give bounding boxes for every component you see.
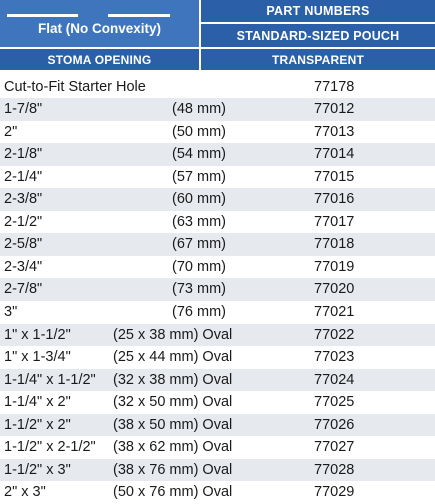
- part-number-cell: 77027: [314, 439, 355, 456]
- stoma-opening-label: STOMA OPENING: [47, 52, 152, 67]
- part-number-cell: 77015: [314, 168, 355, 185]
- stoma-size-cell: 2-1/4": [4, 168, 43, 185]
- table-row: [0, 76, 435, 99]
- part-number-cell: 77014: [314, 146, 355, 163]
- table-row: [0, 481, 435, 504]
- standard-sized-pouch-label: STANDARD-SIZED POUCH: [236, 28, 400, 43]
- header-decorative-bar-right: [108, 14, 170, 17]
- part-number-cell: 77018: [314, 236, 355, 253]
- metric-size-cell: (57 mm): [172, 168, 226, 185]
- part-number-cell: 77021: [314, 304, 355, 320]
- stoma-size-cell: 1-1/2" x 2-1/2": [4, 439, 96, 456]
- table-row: [0, 459, 435, 482]
- part-number-cell: 77017: [314, 213, 355, 230]
- table-row: [0, 324, 435, 347]
- table-row: [0, 346, 435, 369]
- transparent-header: [201, 49, 435, 70]
- table-row: [0, 188, 435, 211]
- part-number-cell: 77029: [314, 484, 355, 501]
- flat-no-convexity-label: Flat (No Convexity): [37, 21, 161, 36]
- metric-size-cell: (73 mm): [172, 281, 226, 298]
- header-decorative-bar-left: [7, 14, 78, 17]
- transparent-label: TRANSPARENT: [272, 52, 364, 67]
- metric-size-cell: (63 mm): [172, 213, 226, 230]
- stoma-size-cell: Cut-to-Fit Starter Hole: [4, 78, 146, 95]
- part-number-cell: 77178: [314, 78, 355, 95]
- table-row: [0, 166, 435, 189]
- table-row: [0, 233, 435, 256]
- stoma-size-cell: 3": [4, 304, 18, 320]
- table-row: [0, 391, 435, 414]
- part-number-cell: 77020: [314, 281, 355, 298]
- metric-size-cell: (38 x 62 mm) Oval: [113, 439, 233, 456]
- stoma-size-cell: 1" x 1-3/4": [4, 349, 71, 366]
- table-row: [0, 436, 435, 459]
- metric-size-cell: (50 mm): [172, 123, 226, 140]
- metric-size-cell: (50 x 76 mm) Oval: [113, 484, 233, 501]
- stoma-size-cell: 2-1/2": [4, 213, 43, 230]
- standard-sized-pouch-header: [201, 24, 435, 47]
- metric-size-cell: (70 mm): [172, 258, 226, 275]
- stoma-size-cell: 1" x 1-1/2": [4, 326, 71, 343]
- part-numbers-label: PART NUMBERS: [266, 4, 370, 18]
- metric-size-cell: (38 x 50 mm) Oval: [113, 416, 233, 433]
- stoma-size-cell: 1-1/2" x 3": [4, 461, 71, 478]
- metric-size-cell: (25 x 44 mm) Oval: [113, 349, 233, 366]
- stoma-opening-header: [0, 49, 199, 70]
- part-number-cell: 77012: [314, 101, 355, 118]
- table-row: [0, 256, 435, 279]
- stoma-size-cell: 1-1/4" x 1-1/2": [4, 371, 96, 388]
- metric-size-cell: (25 x 38 mm) Oval: [113, 326, 233, 343]
- stoma-size-cell: 2-1/8": [4, 146, 43, 163]
- table-row: [0, 98, 435, 121]
- metric-size-cell: (76 mm): [172, 304, 226, 320]
- stoma-size-cell: 2" x 3": [4, 484, 46, 501]
- table-row: [0, 143, 435, 166]
- part-number-cell: 77016: [314, 191, 355, 208]
- stoma-size-cell: 2-7/8": [4, 281, 43, 298]
- part-number-cell: 77023: [314, 349, 355, 366]
- table-row: [0, 211, 435, 234]
- table-row: [0, 278, 435, 301]
- part-number-cell: 77013: [314, 123, 355, 140]
- stoma-size-cell: 2": [4, 123, 18, 140]
- metric-size-cell: (32 x 50 mm) Oval: [113, 394, 233, 411]
- stoma-size-cell: 1-1/2" x 2": [4, 416, 71, 433]
- stoma-size-cell: 1-7/8": [4, 101, 43, 118]
- part-number-cell: 77022: [314, 326, 355, 343]
- metric-size-cell: (32 x 38 mm) Oval: [113, 371, 233, 388]
- metric-size-cell: (48 mm): [172, 101, 226, 118]
- part-number-cell: 77019: [314, 258, 355, 275]
- stoma-size-cell: 2-3/4": [4, 258, 43, 275]
- stoma-size-cell: 2-5/8": [4, 236, 43, 253]
- metric-size-cell: (60 mm): [172, 191, 226, 208]
- stoma-size-cell: 2-3/8": [4, 191, 43, 208]
- part-number-cell: 77026: [314, 416, 355, 433]
- part-numbers-header: [201, 0, 435, 22]
- stoma-size-cell: 1-1/4" x 2": [4, 394, 71, 411]
- metric-size-cell: (67 mm): [172, 236, 226, 253]
- part-number-cell: 77025: [314, 394, 355, 411]
- table-row: [0, 121, 435, 144]
- table-row: [0, 301, 435, 324]
- part-number-cell: 77028: [314, 461, 355, 478]
- table-row: [0, 414, 435, 437]
- metric-size-cell: (54 mm): [172, 146, 226, 163]
- metric-size-cell: (38 x 76 mm) Oval: [113, 461, 233, 478]
- part-number-cell: 77024: [314, 371, 355, 388]
- table-row: [0, 369, 435, 392]
- flat-no-convexity-header: [0, 0, 199, 47]
